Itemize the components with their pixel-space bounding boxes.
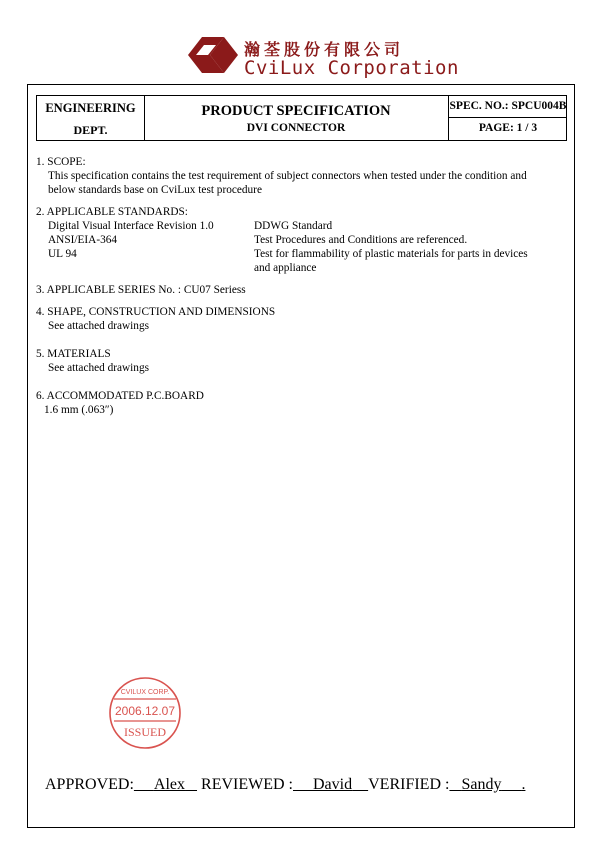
stamp-status: ISSUED: [123, 725, 167, 739]
spec-content: [36, 155, 571, 425]
spec-info-cell: [448, 96, 567, 140]
section-materials: [36, 347, 571, 375]
verified-label: VERIFIED :: [368, 776, 450, 793]
dept-line-1: ENGINEERING: [45, 101, 136, 115]
verified-by: [449, 776, 525, 793]
scope-title: 1. SCOPE:: [36, 156, 86, 168]
page-number: [449, 122, 567, 134]
series-title: 3. APPLICABLE SERIES No. : CU07 Seriess: [36, 284, 246, 296]
standard-desc-line-1: Test for flammability of plastic materials for parts in devices: [254, 248, 528, 260]
reviewed-label: REVIEWED :: [201, 776, 293, 793]
stamp-date: 2006.12.07: [114, 704, 176, 718]
section-scope: [36, 155, 571, 197]
standard-row: [36, 233, 571, 247]
standard-desc-line-2: and appliance: [254, 262, 317, 274]
standard-desc: [254, 247, 571, 275]
reviewed-by-name: David: [313, 776, 353, 793]
verified-end: .: [521, 776, 526, 793]
section-shape: [36, 305, 571, 333]
section-series: [36, 283, 571, 297]
standard-desc: DDWG Standard: [254, 220, 333, 232]
board-body: 1.6 mm (.063″): [44, 404, 114, 416]
spec-header-table: [36, 95, 567, 141]
issued-stamp: [108, 676, 182, 750]
scope-line-1: This specification contains the test requirement of subject connectors when tested under the condition and: [48, 170, 527, 182]
standard-name: Digital Visual Interface Revision 1.0: [48, 220, 214, 232]
page-label: PAGE:: [478, 122, 514, 134]
verified-by-name: Sandy: [461, 776, 502, 793]
section-standards: [36, 205, 571, 275]
materials-title: 5. MATERIALS: [36, 348, 111, 360]
title-cell: [144, 96, 448, 140]
standard-name: ANSI/EIA-364: [48, 234, 118, 246]
approval-line: [45, 776, 525, 794]
shape-title: 4. SHAPE, CONSTRUCTION AND DIMENSIONS: [36, 306, 276, 318]
stamp-company: CVILUX CORP.: [120, 689, 170, 696]
section-board: [36, 389, 571, 417]
approved-by: [134, 776, 197, 793]
board-title: 6. ACCOMMODATED P.C.BOARD: [36, 390, 204, 402]
dept-cell: [37, 96, 145, 140]
approved-label: APPROVED:: [45, 776, 134, 793]
spec-no-label: SPEC. NO.:: [449, 100, 509, 112]
spec-cell-divider: [449, 117, 567, 118]
document-title: PRODUCT SPECIFICATION: [201, 103, 391, 119]
company-name-english: CviLux Corporation: [244, 57, 459, 79]
spec-no-value: SPCU004B: [511, 100, 567, 112]
approved-by-name: Alex: [153, 776, 186, 793]
standards-title: 2. APPLICABLE STANDARDS:: [36, 206, 188, 218]
document-subtitle: DVI CONNECTOR: [246, 122, 346, 134]
standard-desc: Test Procedures and Conditions are referenced.: [254, 234, 468, 246]
company-logo: [0, 0, 601, 88]
materials-body: See attached drawings: [48, 362, 150, 374]
dept-line-2: DEPT.: [73, 123, 108, 137]
standard-name: UL 94: [48, 248, 77, 260]
standard-row: [36, 219, 571, 233]
shape-body: See attached drawings: [48, 320, 150, 332]
scope-line-2: below standards base on CviLux test procedure: [48, 184, 262, 196]
spec-number: [449, 100, 567, 112]
reviewed-by: [293, 776, 368, 793]
company-name-chinese: 瀚荃股份有限公司: [244, 40, 405, 59]
cvilux-logo-mark-icon: [186, 35, 240, 75]
page-value: 1 / 3: [516, 122, 538, 134]
standard-row: [36, 247, 571, 275]
